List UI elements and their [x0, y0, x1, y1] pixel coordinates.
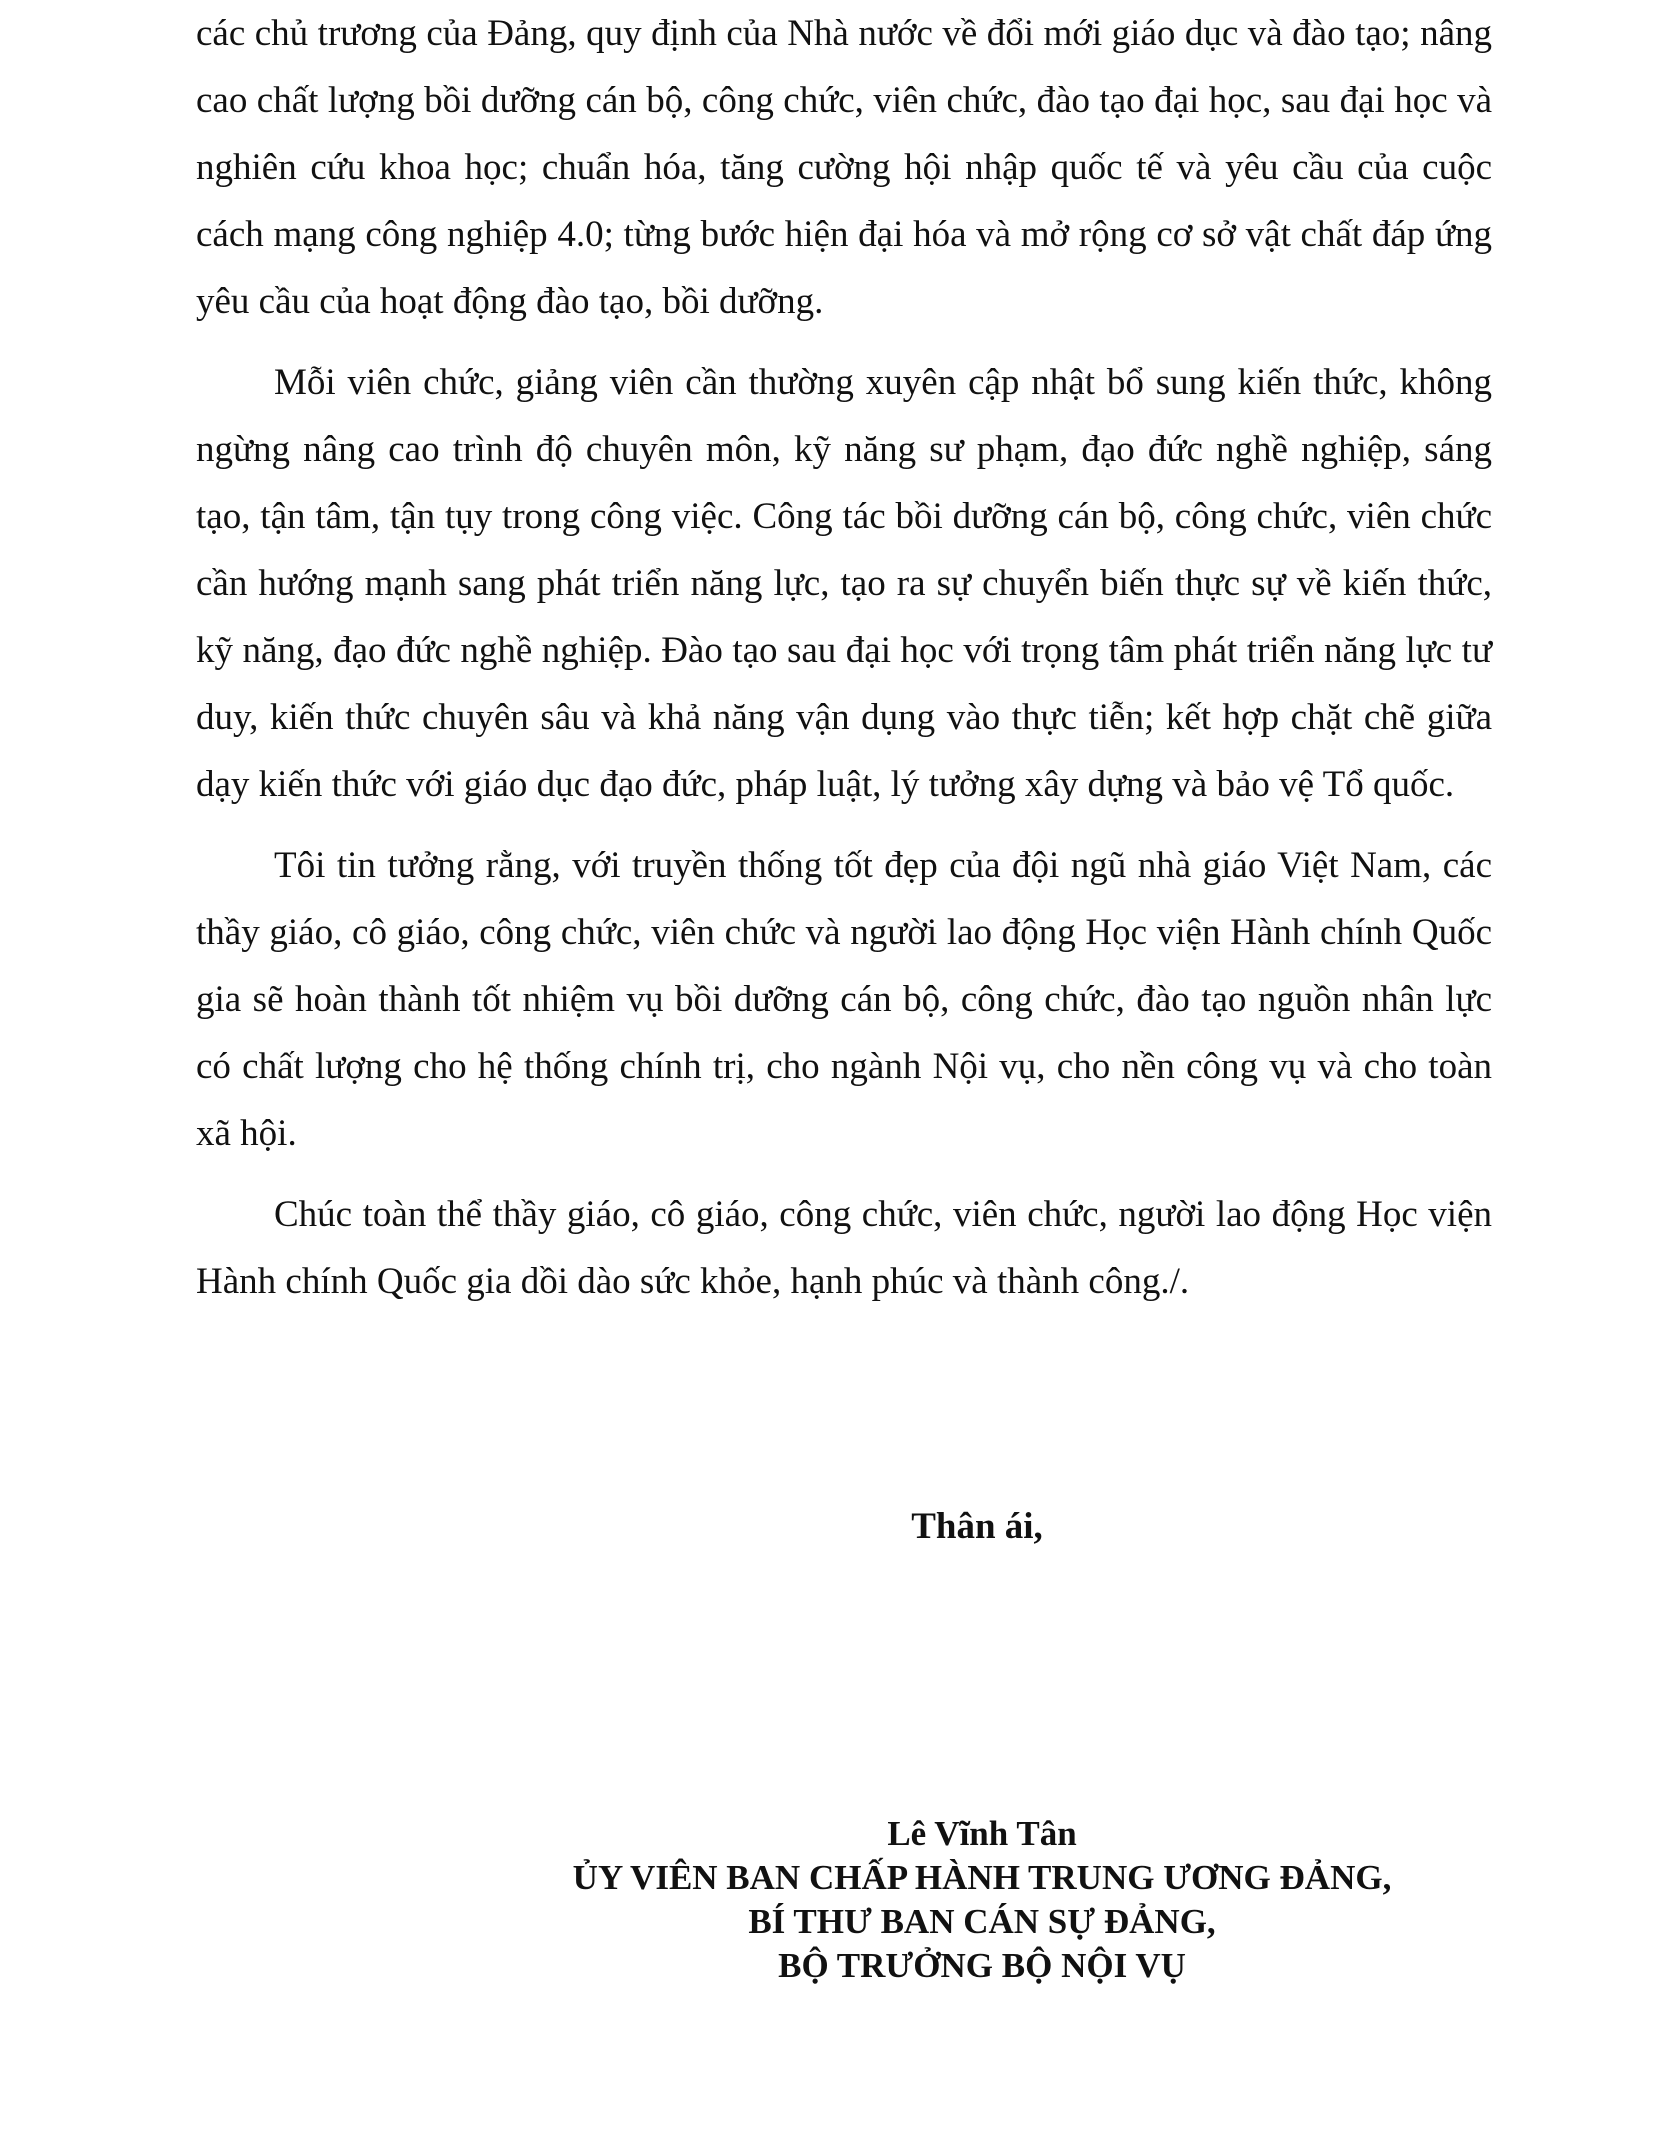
signatory-title-line-1: ỦY VIÊN BAN CHẤP HÀNH TRUNG ƯƠNG ĐẢNG, [572, 1858, 1392, 1897]
signatory-title-line-2: BÍ THƯ BAN CÁN SỰ ĐẢNG, [748, 1902, 1216, 1941]
paragraph-wishes: Chúc toàn thể thầy giáo, cô giáo, công chức, viên chức, người lao động Học viện Hành chính Quốc gia dồi dào sức khỏe, hạnh phúc và thành công./. [196, 1194, 1492, 1302]
paragraph-confidence: Tôi tin tưởng rằng, với truyền thống tốt đẹp của đội ngũ nhà giáo Việt Nam, các thầy giáo, cô giáo, công chức, viên chức và người lao động Học viện Hành chính Quốc gia sẽ hoàn thành tốt nhiệm vụ bồi dưỡng cán bộ, công chức, đào tạo nguồn nhân lực có chất lượng cho hệ thống chính trị, cho ngành Nội vụ, cho nền công vụ và cho toàn xã hội. [196, 845, 1492, 1154]
closing-salutation: Thân ái, [911, 1506, 1043, 1547]
letter-body [196, 0, 1492, 1315]
signature-block [412, 1812, 1552, 1988]
paragraph-continuation: các chủ trương của Đảng, quy định của Nhà nước về đổi mới giáo dục và đào tạo; nâng cao chất lượng bồi dưỡng cán bộ, công chức, viên chức, đào tạo đại học, sau đại học và nghiên cứu khoa học; chuẩn hóa, tăng cường hội nhập quốc tế và yêu cầu của cuộc cách mạng công nghiệp 4.0; từng bước hiện đại hóa và mở rộng cơ sở vật chất đáp ứng yêu cầu của hoạt động đào tạo, bồi dưỡng. [196, 13, 1492, 322]
signatory-name: Lê Vĩnh Tân [887, 1814, 1077, 1853]
signatory-title-line-3: BỘ TRƯỞNG BỘ NỘI VỤ [778, 1946, 1186, 1985]
paragraph-staff-development: Mỗi viên chức, giảng viên cần thường xuyên cập nhật bổ sung kiến thức, không ngừng nâng cao trình độ chuyên môn, kỹ năng sư phạm, đạo đức nghề nghiệp, sáng tạo, tận tâm, tận tụy trong công việc. Công tác bồi dưỡng cán bộ, công chức, viên chức cần hướng mạnh sang phát triển năng lực, tạo ra sự chuyển biến thực sự về kiến thức, kỹ năng, đạo đức nghề nghiệp. Đào tạo sau đại học với trọng tâm phát triển năng lực tư duy, kiến thức chuyên sâu và khả năng vận dụng vào thực tiễn; kết hợp chặt chẽ giữa dạy kiến thức với giáo dục đạo đức, pháp luật, lý tưởng xây dựng và bảo vệ Tổ quốc. [196, 362, 1492, 805]
closing-block [0, 1505, 1654, 1548]
